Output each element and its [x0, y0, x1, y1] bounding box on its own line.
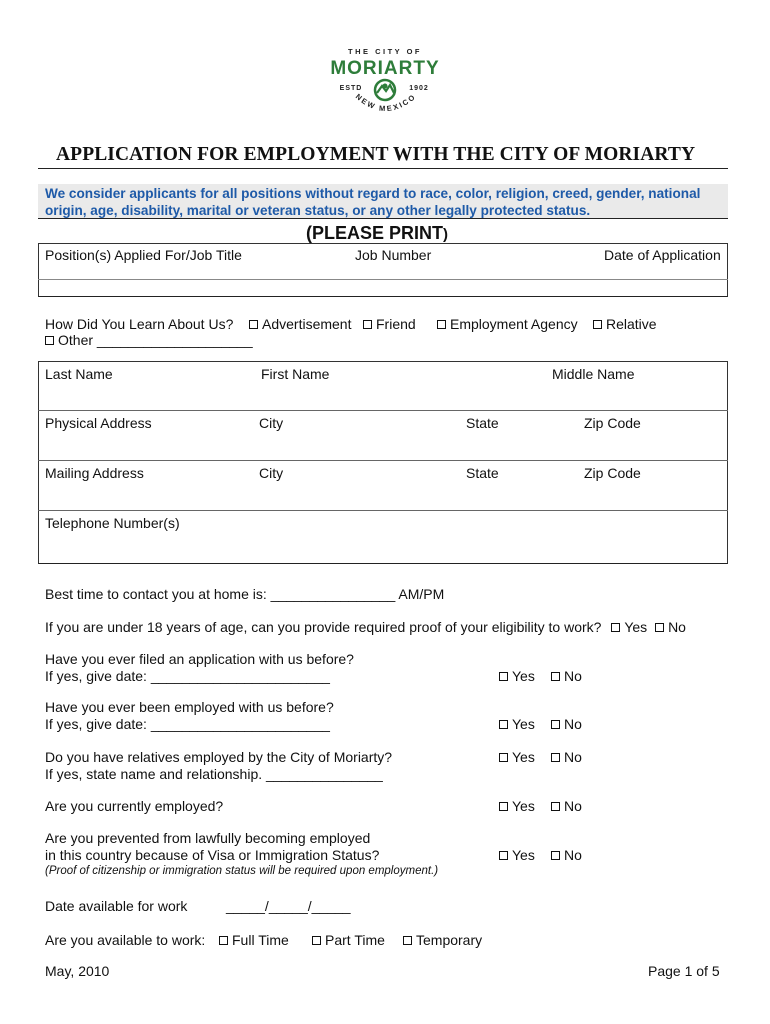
relatives-yes[interactable] — [499, 749, 535, 765]
under-18-no[interactable] — [655, 619, 686, 635]
checkbox-icon[interactable] — [403, 936, 412, 945]
learn-option-label: Friend — [376, 316, 416, 332]
immigration-yes[interactable] — [499, 847, 535, 863]
employed-before-date[interactable]: If yes, give date: _______________________ — [45, 716, 330, 732]
mailing-address-field[interactable]: Mailing Address — [45, 465, 144, 481]
page-title: APPLICATION FOR EMPLOYMENT WITH THE CITY OF MORIARTY — [56, 144, 696, 165]
learn-option-advertisement[interactable] — [249, 316, 351, 332]
no-label: No — [668, 619, 686, 635]
logo-state: NEW MEXICO — [353, 91, 419, 114]
checkbox-icon[interactable] — [219, 936, 228, 945]
availability-full-time[interactable] — [219, 932, 289, 948]
checkbox-icon[interactable] — [499, 802, 508, 811]
learn-option-employment-agency[interactable] — [437, 316, 578, 332]
learn-option-label: Advertisement — [262, 316, 352, 332]
currently-employed-question: Are you currently employed? — [45, 798, 224, 814]
checkbox-icon[interactable] — [499, 753, 508, 762]
filed-before-yes[interactable] — [499, 668, 535, 684]
immigration-question-line2: in this country because of Visa or Immigration Status? — [45, 847, 380, 863]
filed-before-date[interactable]: If yes, give date: _______________________ — [45, 668, 330, 684]
learn-question: How Did You Learn About Us? — [45, 316, 234, 332]
checkbox-icon[interactable] — [551, 753, 560, 762]
learn-option-other-label: Other ____________________ — [58, 332, 253, 348]
yes-label: Yes — [512, 749, 535, 765]
availability-part-time[interactable] — [312, 932, 385, 948]
please-print-paren: ) — [443, 226, 449, 243]
checkbox-icon[interactable] — [655, 623, 664, 632]
checkbox-icon[interactable] — [551, 851, 560, 860]
checkbox-icon[interactable] — [45, 336, 54, 345]
title-underline — [38, 168, 728, 169]
checkbox-icon[interactable] — [499, 672, 508, 681]
checkbox-icon[interactable] — [611, 623, 620, 632]
currently-employed-yes[interactable] — [499, 798, 535, 814]
availability-temporary[interactable] — [403, 932, 482, 948]
under-18-question — [45, 619, 686, 635]
filed-before-question: Have you ever filed an application with us before? — [45, 651, 354, 667]
availability-label: Are you available to work: — [45, 932, 206, 948]
date-available-field[interactable]: _____/_____/_____ — [226, 898, 351, 914]
last-name-field[interactable]: Last Name — [45, 366, 113, 382]
relatives-no[interactable] — [551, 749, 582, 765]
please-print — [306, 223, 448, 244]
filed-before-no[interactable] — [551, 668, 582, 684]
relatives-question: Do you have relatives employed by the City of Moriarty? — [45, 749, 393, 765]
learn-option-friend[interactable] — [363, 316, 416, 332]
logo-year: 1902 — [409, 85, 429, 92]
logo-estd: ESTD — [339, 85, 363, 92]
physical-address-field[interactable]: Physical Address — [45, 415, 152, 431]
eeo-notice-line2: origin, age, disability, marital or veteran status, or any other legally protected status. — [45, 203, 591, 218]
availability-option-label: Temporary — [416, 932, 483, 948]
employed-before-question: Have you ever been employed with us before? — [45, 699, 334, 715]
position-label: Position(s) Applied For/Job Title — [45, 247, 242, 263]
checkbox-icon[interactable] — [551, 802, 560, 811]
immigration-no[interactable] — [551, 847, 582, 863]
checkbox-icon[interactable] — [499, 851, 508, 860]
eeo-notice — [45, 185, 725, 219]
yes-label: Yes — [512, 798, 535, 814]
checkbox-icon[interactable] — [593, 320, 602, 329]
job-number-label: Job Number — [355, 247, 432, 263]
city-seal-icon — [318, 44, 452, 124]
availability-option-label: Part Time — [325, 932, 385, 948]
city-logo — [318, 44, 452, 124]
personal-info-divider — [38, 510, 728, 511]
availability-option-label: Full Time — [232, 932, 289, 948]
under-18-question-text: If you are under 18 years of age, can you provide required proof of your eligibility to work? — [45, 619, 602, 635]
yes-label: Yes — [512, 668, 535, 684]
date-available-label: Date available for work — [45, 898, 188, 914]
checkbox-icon[interactable] — [312, 936, 321, 945]
checkbox-icon[interactable] — [499, 720, 508, 729]
middle-name-field[interactable]: Middle Name — [552, 366, 635, 382]
learn-option-relative[interactable] — [593, 316, 657, 332]
yes-label: Yes — [624, 619, 648, 635]
learn-option-label: Employment Agency — [450, 316, 578, 332]
personal-info-divider — [38, 460, 728, 461]
no-label: No — [564, 668, 582, 684]
checkbox-icon[interactable] — [249, 320, 258, 329]
logo-top-text: THE CITY OF — [347, 47, 423, 56]
learn-option-label: Relative — [606, 316, 657, 332]
immigration-note: (Proof of citizenship or immigration status will be required upon employment.) — [45, 865, 439, 877]
under-18-yes[interactable] — [611, 619, 647, 635]
no-label: No — [564, 847, 582, 863]
employed-before-yes[interactable] — [499, 716, 535, 732]
currently-employed-no[interactable] — [551, 798, 582, 814]
no-label: No — [564, 716, 582, 732]
physical-state-field[interactable]: State — [466, 415, 499, 431]
svg-text:NEW MEXICO — [354, 92, 418, 113]
please-print-text: (PLEASE PRINT — [306, 223, 444, 243]
relatives-relationship[interactable]: If yes, state name and relationship. _______________ — [45, 766, 383, 782]
checkbox-icon[interactable] — [551, 720, 560, 729]
checkbox-icon[interactable] — [437, 320, 446, 329]
no-label: No — [564, 798, 582, 814]
learn-option-other[interactable] — [45, 332, 253, 348]
yes-label: Yes — [512, 847, 535, 863]
mailing-city-field[interactable]: City — [259, 465, 284, 481]
date-of-application-label: Date of Application — [604, 247, 721, 263]
personal-info-box — [38, 361, 728, 564]
eeo-notice-line1: We consider applicants for all positions without regard to race, color, religion, creed, gender, national — [45, 186, 701, 201]
employed-before-no[interactable] — [551, 716, 582, 732]
telephone-field[interactable]: Telephone Number(s) — [45, 515, 180, 531]
logo-name: MORIARTY — [330, 58, 440, 79]
personal-info-divider — [38, 410, 728, 411]
yes-label: Yes — [512, 716, 535, 732]
footer-date: May, 2010 — [45, 963, 110, 979]
immigration-question-line1: Are you prevented from lawfully becoming employed — [45, 830, 371, 846]
mailing-state-field[interactable]: State — [466, 465, 499, 481]
physical-city-field[interactable]: City — [259, 415, 284, 431]
checkbox-icon[interactable] — [363, 320, 372, 329]
mailing-zip-field[interactable]: Zip Code — [584, 465, 641, 481]
page-number: Page 1 of 5 — [648, 963, 720, 979]
best-time-field[interactable]: Best time to contact you at home is: ________________ AM/PM — [45, 586, 445, 602]
first-name-field[interactable]: First Name — [261, 366, 330, 382]
checkbox-icon[interactable] — [551, 672, 560, 681]
physical-zip-field[interactable]: Zip Code — [584, 415, 641, 431]
no-label: No — [564, 749, 582, 765]
position-row-divider — [38, 279, 728, 280]
